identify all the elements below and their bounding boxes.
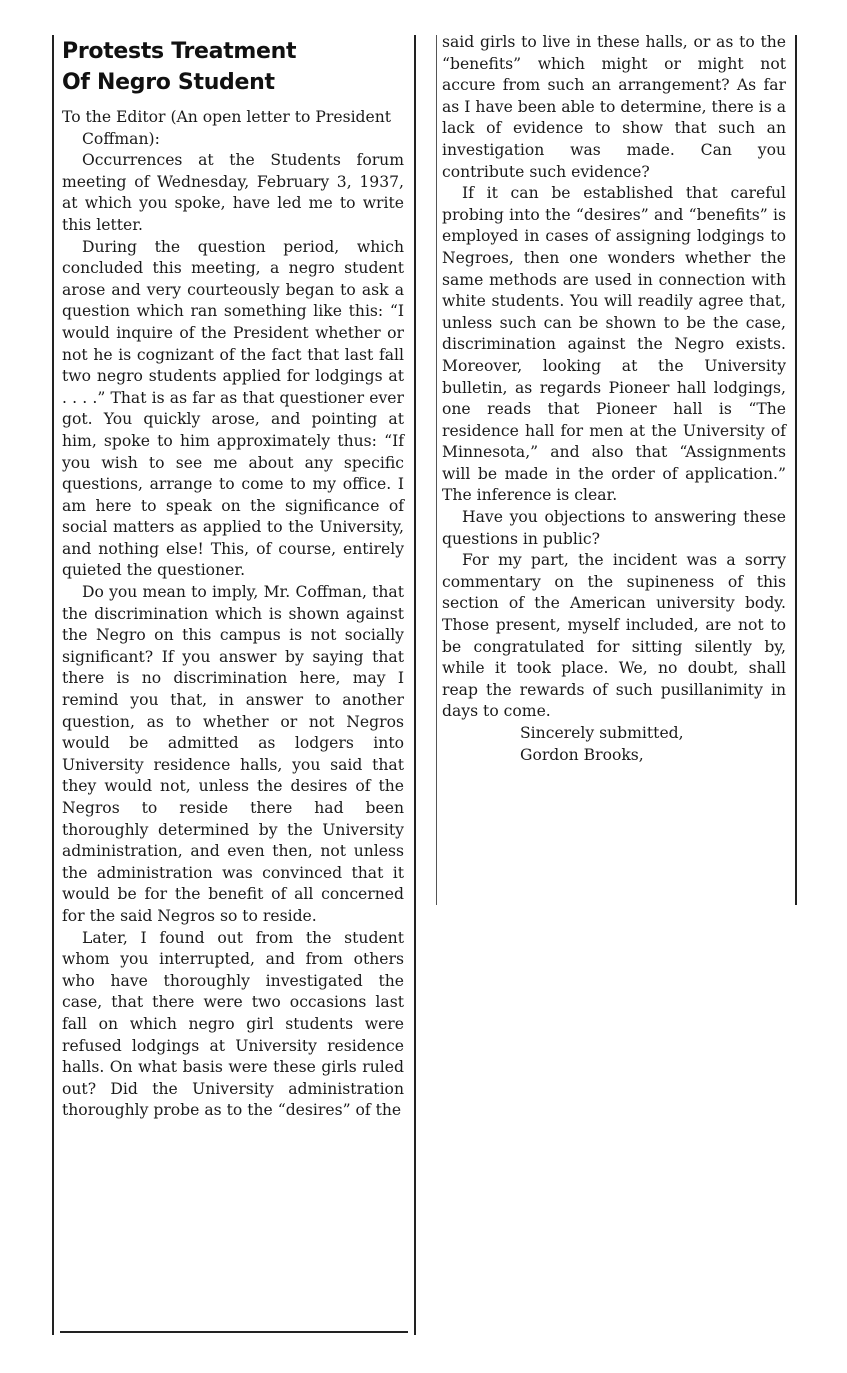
signature: Gordon Brooks, xyxy=(520,745,644,764)
headline-line-1: Protests Treatment xyxy=(62,39,297,64)
column-rule-left xyxy=(52,35,54,1335)
column-rule-bottom xyxy=(60,1331,408,1333)
paragraph: Occurrences at the Students forum meeting of Wednesday, February 3, 1937, at which you spoke, have led me to write this letter. xyxy=(62,151,404,234)
paragraph: For my part, the incident was a sorry commentary on the supineness of this section of the American university body. Those present, myself included, are not to be congratulated for sitting silently by, while it took place. We, no doubt, shall reap the rewards of such pusillanimity in days to come. xyxy=(442,551,786,721)
headline-line-2: Of Negro Student xyxy=(62,70,275,95)
left-column xyxy=(62,36,404,1122)
paragraph: Do you mean to imply, Mr. Coffman, that the discrimination which is shown against the Negro on this campus is not socially significant? If you answer by saying that there is no discrimination here, may I remind you that, in answer to another question, as to whether or not Negros would be admitted as lodgers into University residence halls, you said that they would not, unless the desires of the Negros to reside there had been thoroughly determined by the University administration, and even then, not unless the administration was convinced that it would be for the benefit of all concerned for the said Negros so to reside. xyxy=(62,583,404,925)
closing: Sincerely submitted, xyxy=(520,724,684,742)
paragraph: During the question period, which concluded this meeting, a negro student arose and very courteously began to ask a question which ran something like this: “I would inquire of the President whether or not he is cognizant of the fact that last fall two negro students applied for lodgings at . . . .” That is as far as that questioner ever got. You quickly arose, and pointing at him, spoke to him approximately thus: “If you wish to see me about any specific questions, arrange to come to my office. I am here to speak on the significance of social matters as applied to the University, and nothing else! This, of course, entirely quieted the questioner. xyxy=(62,237,404,580)
article-headline xyxy=(62,36,404,98)
column-rule-middle-inner xyxy=(436,35,437,905)
paragraph: Have you objections to answering these questions in public? xyxy=(442,508,786,548)
right-column xyxy=(442,32,786,766)
salutation: To the Editor (An open letter to President Coffman): xyxy=(62,108,392,148)
column-rule-right xyxy=(795,35,797,905)
paragraph: Later, I found out from the student whom you interrupted, and from others who have thoroughly investigated the case, that there were two occasions last fall on which negro girl students were refused lodgings at University residence halls. On what basis were these girls ruled out? Did the University administration thoroughly probe as to the “desires” of the xyxy=(62,928,404,1120)
paragraph-continuation: said girls to live in these halls, or as to the “benefits” which might or might not accure from such an arrangement? As far as I have been able to determine, there is a lack of evidence to show that such an investigation was made. Can you contribute such evidence? xyxy=(442,33,786,181)
paragraph: If it can be established that careful probing into the “desires” and “benefits” is employed in cases of assigning lodgings to Negroes, then one wonders whether the same methods are used in connection with white students. You will readily agree that, unless such can be shown to be the case, discrimination against the Negro exists. Moreover, looking at the University bulletin, as regards Pioneer hall lodgings, one reads that Pioneer hall is “The residence hall for men at the University of Minnesota,” and also that “Assignments will be made in the order of application.” The inference is clear. xyxy=(442,184,786,505)
column-rule-middle xyxy=(414,35,416,1335)
